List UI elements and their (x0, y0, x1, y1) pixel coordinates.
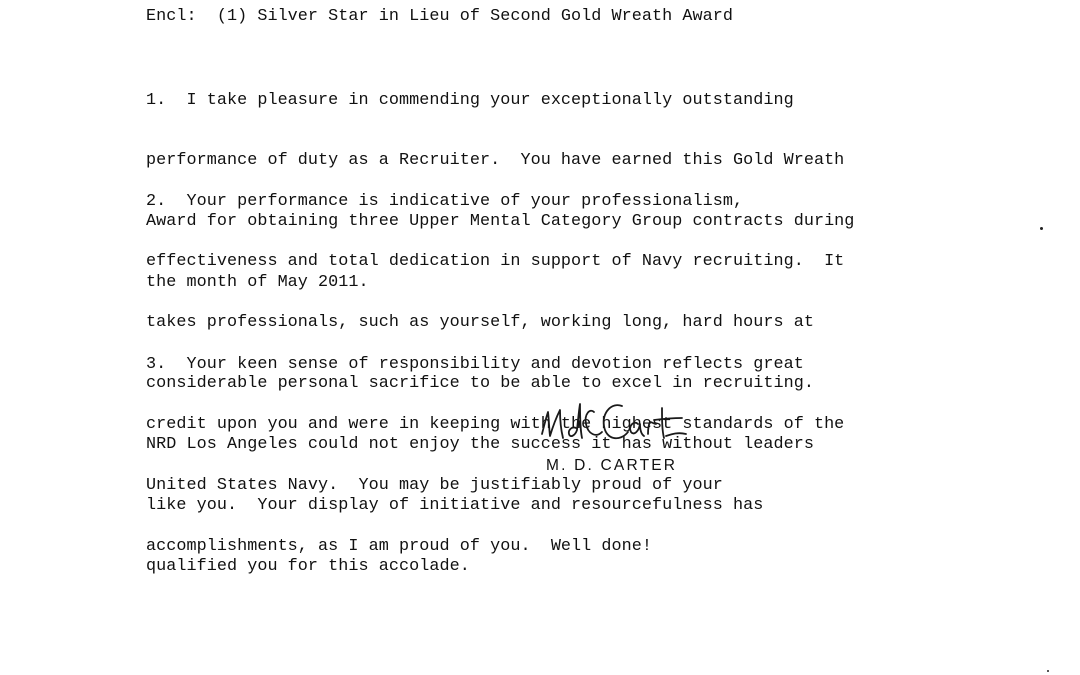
paragraph-line: considerable personal sacrifice to be able to excel in recruiting. (146, 374, 814, 394)
paragraph-line: NRD Los Angeles could not enjoy the success it has without leaders (146, 435, 814, 455)
paragraph-line: 3. Your keen sense of responsibility and devotion reflects great (146, 354, 804, 374)
handwritten-signature (536, 398, 696, 456)
signer-name: M. D. CARTER (546, 457, 678, 474)
paragraph-line: 2. Your performance is indicative of your professionalism, (146, 191, 744, 211)
paragraph-line: 1. I take pleasure in commending your exceptionally outstanding (146, 90, 794, 110)
paragraph-line: like you. Your display of initiative and resourcefulness has (146, 496, 764, 516)
paragraph-line: takes professionals, such as yourself, working long, hard hours at (146, 313, 814, 333)
paragraph-line: accomplishments, as I am proud of you. Well done! (146, 537, 653, 557)
paragraph-line: effectiveness and total dedication in support of Navy recruiting. It (146, 252, 845, 272)
paragraph-line: credit upon you and were in keeping with the highest standards of the (146, 415, 845, 435)
paragraph-line: performance of duty as a Recruiter. You have earned this Gold Wreath (146, 151, 845, 171)
paragraph-line: Award for obtaining three Upper Mental Category Group contracts during (146, 212, 855, 232)
paragraph-line: the month of May 2011. (146, 273, 369, 293)
enclosure-line: Encl: (1) Silver Star in Lieu of Second Gold Wreath Award (146, 7, 733, 26)
paragraph-line: United States Navy. You may be justifiably proud of your (146, 476, 723, 496)
scan-speck (1040, 227, 1043, 230)
paragraph-line: qualified you for this accolade. (146, 556, 470, 576)
scan-speck (1047, 670, 1049, 672)
paragraph-3 (146, 314, 844, 598)
